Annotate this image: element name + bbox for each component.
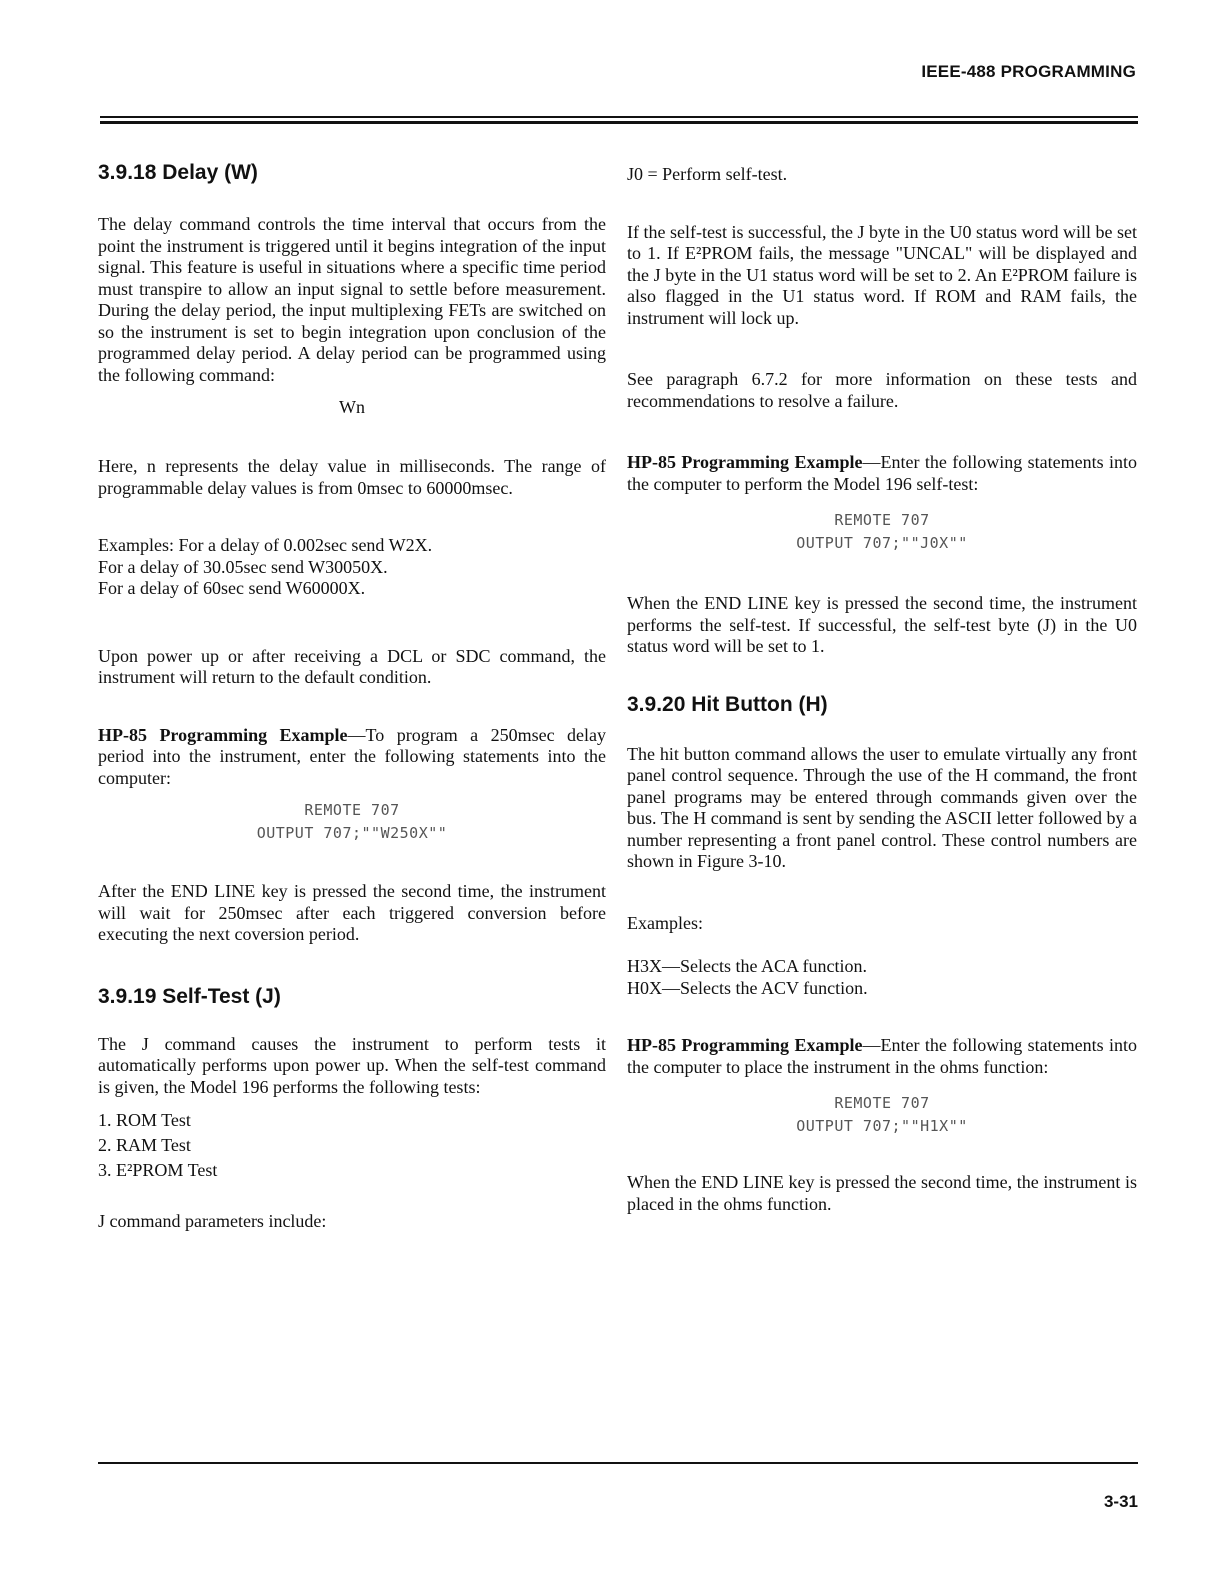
delay-example-1: Examples: For a delay of 0.002sec send W2X. (98, 535, 433, 555)
hp85-text: —Enter the following statements into the computer to place the instrument in the ohms function: (627, 1035, 1138, 1077)
hit-example-2: H0X—Selects the ACV function. (627, 977, 868, 998)
code-line: REMOTE 707 (834, 1094, 930, 1112)
section-heading-delay: 3.9.18 Delay (W) (98, 161, 258, 184)
section-heading-selftest: 3.9.19 Self-Test (J) (98, 984, 281, 1008)
delay-range-paragraph: Here, n represents the delay value in milliseconds. The range of programmable delay values is from 0msec to 60000msec. (98, 456, 606, 498)
left-column (98, 160, 606, 1233)
endline-hit-paragraph: When the END LINE key is pressed the second time, the instrument is placed in the ohms function. (627, 1172, 1137, 1214)
hp85-delay-example (98, 725, 606, 790)
endline-selftest-paragraph: When the END LINE key is pressed the second time, the instrument performs the self-test. If successful, the self-test byte (J) in the U0 status word will be set to 1. (627, 593, 1137, 656)
power-up-paragraph: Upon power up or after receiving a DCL or SDC command, the instrument will return to the default condition. (98, 645, 606, 687)
right-column (627, 160, 1137, 1215)
see-paragraph: See paragraph 6.7.2 for more information on these tests and recommendations to resolve a failure. (627, 369, 1137, 411)
test-list-item: 2. RAM Test (98, 1135, 191, 1155)
section-heading-hit-button: 3.9.20 Hit Button (H) (627, 692, 828, 716)
hp85-selftest-example (627, 452, 1137, 495)
footer-rule (98, 1462, 1138, 1464)
examples-label: Examples: (627, 912, 703, 933)
hp85-lead: HP-85 Programming Example (627, 452, 863, 472)
code-line: OUTPUT 707;""J0X"" (796, 534, 968, 552)
code-line: REMOTE 707 (304, 801, 400, 819)
hp85-lead: HP-85 Programming Example (627, 1035, 863, 1055)
hit-example-1: H3X—Selects the ACA function. (627, 956, 867, 976)
hp85-text: —To program a 250msec delay period into the instrument, enter the following statements into the computer: (98, 724, 607, 788)
j0-parameter: J0 = Perform self-test. (627, 164, 788, 184)
delay-command: Wn (339, 397, 365, 417)
hit-intro-paragraph: The hit button command allows the user to emulate virtually any front panel control sequence. Through the use of the H command, the front panel programs may be entered through commands given over the bus. The H command is sent by sending the ASCII letter followed by a number representing a front panel control. These control numbers are shown in Figure 3-10. (627, 743, 1137, 871)
header-rule (100, 116, 1138, 118)
hp85-text: —Enter the following statements into the computer to perform the Model 196 self-test: (627, 452, 1138, 494)
hp85-hit-example (627, 1035, 1137, 1078)
selftest-intro-paragraph: The J command causes the instrument to perform tests it automatically performs upon power up. When the self-test command is given, the Model 196 performs the following tests: (98, 1033, 606, 1097)
code-line: OUTPUT 707;""W250X"" (256, 824, 448, 842)
delay-intro-paragraph: The delay command controls the time interval that occurs from the point the instrument is triggered until it begins integration of the input signal. This feature is useful in situations where a specific time period must transpire to allow an input signal to settle before measurement. During the delay period, the input multiplexing FETs are switched on so the instrument is set to begin integration upon conclusion of the programmed delay period. A delay period can be programmed using the following command: (98, 214, 606, 385)
test-list-item: 3. E²PROM Test (98, 1160, 218, 1180)
j-params-paragraph: J command parameters include: (98, 1211, 327, 1231)
test-list-item: 1. ROM Test (98, 1110, 191, 1130)
hp85-lead: HP-85 Programming Example (98, 724, 348, 745)
running-header: IEEE-488 PROGRAMMING (921, 62, 1136, 81)
delay-example-2: For a delay of 30.05sec send W30050X. (98, 556, 388, 577)
code-line: REMOTE 707 (834, 511, 930, 529)
selftest-result-paragraph: If the self-test is successful, the J byte in the U0 status word will be set to 1. If E²PROM fails, the message "UNCAL" will be displayed and the J byte in the U1 status word will be set to 2. An E²PROM failure is also flagged in the U1 status word. If ROM and RAM fails, the instrument will lock up. (627, 221, 1137, 328)
after-endline-paragraph: After the END LINE key is pressed the second time, the instrument will wait for 250msec after each triggered conversion before executing the next coversion period. (98, 881, 606, 944)
header-rule-thick (100, 121, 1138, 124)
code-line: OUTPUT 707;""H1X"" (796, 1117, 968, 1135)
delay-example-3: For a delay of 60sec send W60000X. (98, 578, 366, 598)
page-number: 3-31 (1103, 1492, 1138, 1511)
